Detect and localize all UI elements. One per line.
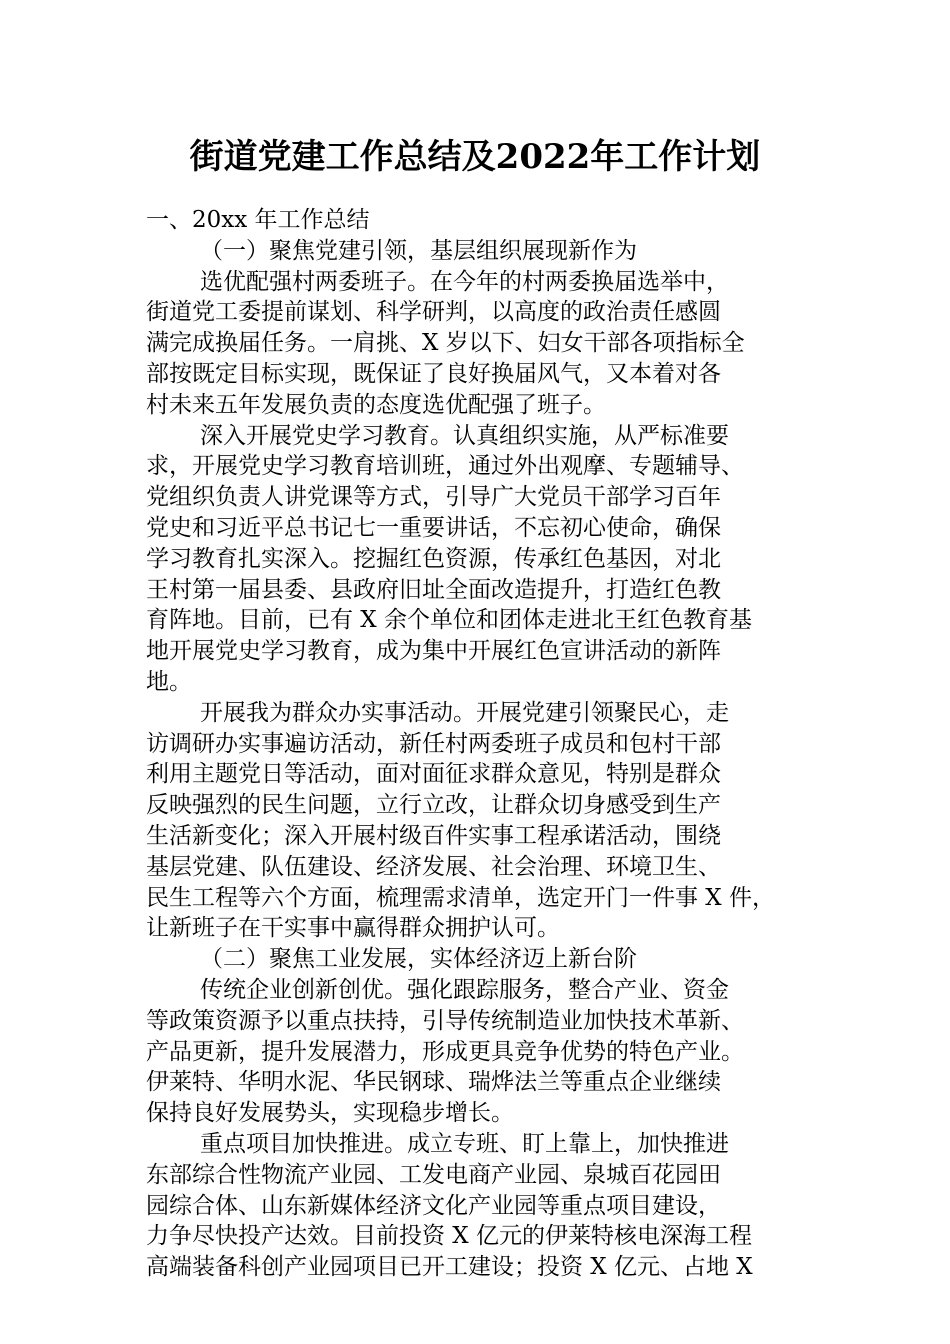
text-line: 基层党建、队伍建设、经济发展、社会治理、环境卫生、 bbox=[146, 853, 721, 880]
text-line: 保持良好发展势头，实现稳步增长。 bbox=[146, 1100, 514, 1127]
text-line: 满完成换届任务。一肩挑、X 岁以下、妇女干部各项指标全 bbox=[146, 330, 745, 357]
text-line: 民生工程等六个方面，梳理需求清单，选定开门一件事 X 件， bbox=[146, 884, 775, 911]
text-line: 选优配强村两委班子。在今年的村两委换届选举中， bbox=[200, 268, 729, 295]
text-line: 地。 bbox=[146, 668, 192, 695]
text-line: 高端装备科创产业园项目已开工建设；投资 X 亿元、占地 X bbox=[146, 1254, 753, 1281]
text-line: （一）聚焦党建引领，基层组织展现新作为 bbox=[200, 237, 637, 264]
text-line: 王村第一届县委、县政府旧址全面改造提升，打造红色教 bbox=[146, 576, 721, 603]
text-line: 反映强烈的民生问题，立行立改，让群众切身感受到生产 bbox=[146, 792, 721, 819]
text-line: 地开展党史学习教育，成为集中开展红色宣讲活动的新阵 bbox=[146, 638, 721, 665]
text-line: 访调研办实事遍访活动，新任村两委班子成员和包村干部 bbox=[146, 730, 721, 757]
text-line: 让新班子在干实事中赢得群众拥护认可。 bbox=[146, 915, 560, 942]
text-line: 党史和习近平总书记七一重要讲话，不忘初心使命，确保 bbox=[146, 514, 721, 541]
text-line: 求，开展党史学习教育培训班，通过外出观摩、专题辅导、 bbox=[146, 453, 744, 480]
document-body bbox=[146, 205, 826, 1283]
text-line: 部按既定目标实现，既保证了良好换届风气，又本着对各 bbox=[146, 360, 721, 387]
text-line: 育阵地。目前，已有 X 余个单位和团体走进北王红色教育基 bbox=[146, 607, 752, 634]
text-line: 重点项目加快推进。成立专班、盯上靠上，加快推进 bbox=[200, 1130, 729, 1157]
text-line: 传统企业创新创优。强化跟踪服务，整合产业、资金 bbox=[200, 976, 729, 1003]
text-line: 园综合体、山东新媒体经济文化产业园等重点项目建设， bbox=[146, 1192, 721, 1219]
text-line: 力争尽快投产达效。目前投资 X 亿元的伊莱特核电深海工程 bbox=[146, 1223, 752, 1250]
text-line: 生活新变化；深入开展村级百件实事工程承诺活动，围绕 bbox=[146, 822, 721, 849]
text-line: 村未来五年发展负责的态度选优配强了班子。 bbox=[146, 391, 606, 418]
text-line: 等政策资源予以重点扶持，引导传统制造业加快技术革新、 bbox=[146, 1007, 744, 1034]
text-line: 产品更新，提升发展潜力，形成更具竞争优势的特色产业。 bbox=[146, 1038, 744, 1065]
text-line: （二）聚焦工业发展，实体经济迈上新台阶 bbox=[200, 946, 637, 973]
text-line: 深入开展党史学习教育。认真组织实施，从严标准要 bbox=[200, 422, 729, 449]
text-line: 党组织负责人讲党课等方式，引导广大党员干部学习百年 bbox=[146, 484, 721, 511]
text-line: 学习教育扎实深入。挖掘红色资源，传承红色基因，对北 bbox=[146, 545, 721, 572]
text-line: 伊莱特、华明水泥、华民钢球、瑞烨法兰等重点企业继续 bbox=[146, 1069, 721, 1096]
text-line: 东部综合性物流产业园、工发电商产业园、泉城百花园田 bbox=[146, 1161, 721, 1188]
text-line: 利用主题党日等活动，面对面征求群众意见，特别是群众 bbox=[146, 761, 721, 788]
text-line: 开展我为群众办实事活动。开展党建引领聚民心，走 bbox=[200, 699, 729, 726]
text-line: 街道党工委提前谋划、科学研判，以高度的政治责任感圆 bbox=[146, 299, 721, 326]
document-title: 街道党建工作总结及2022年工作计划 bbox=[189, 137, 761, 177]
text-line: 一、20xx 年工作总结 bbox=[146, 207, 370, 233]
